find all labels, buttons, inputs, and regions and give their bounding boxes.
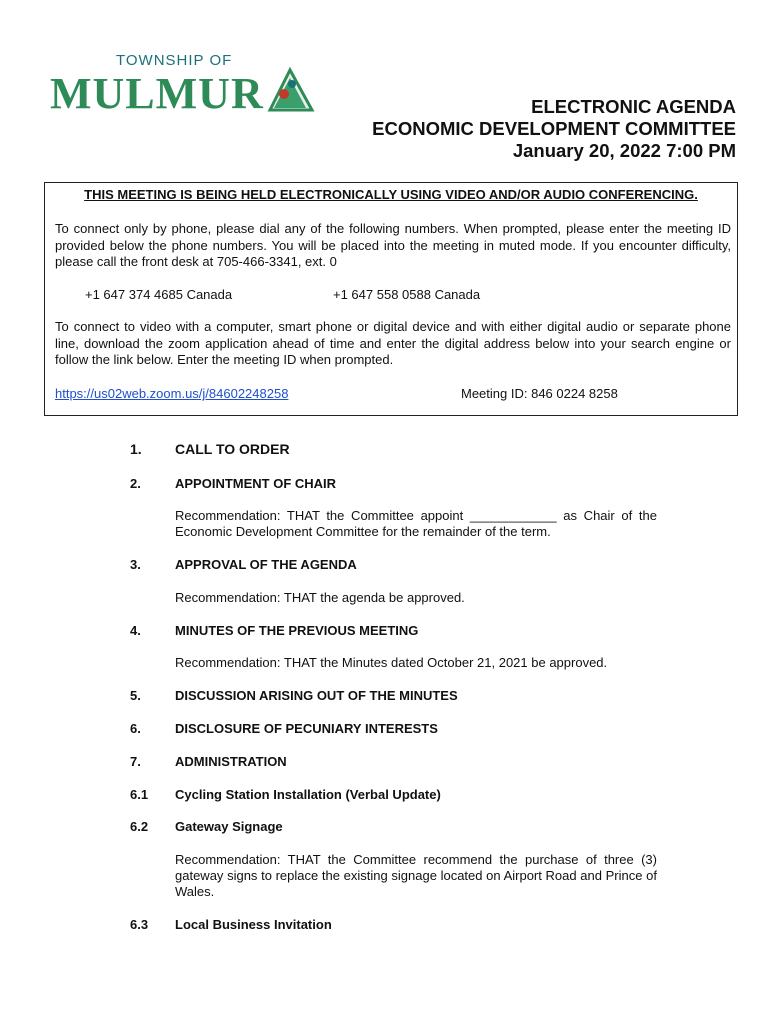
item-title: MINUTES OF THE PREVIOUS MEETING <box>175 623 419 638</box>
notice-title: THIS MEETING IS BEING HELD ELECTRONICALLY USING VIDEO AND/OR AUDIO CONFERENCING. <box>84 187 698 202</box>
item-number: 6.3 <box>130 917 149 932</box>
item-title: APPOINTMENT OF CHAIR <box>175 476 337 491</box>
item-recommendation: Recommendation: THAT the Minutes dated October 21, 2021 be approved. <box>175 655 608 670</box>
item-number: 1. <box>130 441 142 457</box>
item-number: 5. <box>130 688 141 703</box>
meeting-date: January 20, 2022 7:00 PM <box>512 140 736 161</box>
item-title: Local Business Invitation <box>175 917 332 932</box>
logo-top-text: TOWNSHIP OF <box>116 52 233 69</box>
item-recommendation: Recommendation: THAT the Committee recommend the purchase of three (3) gateway signs to replace the existing signage located on Airport Road and Prince of Wales. <box>175 852 657 899</box>
item-recommendation: Recommendation: THAT the Committee appoint ____________ as Chair of the Economic Development Committee for the remainder of the term. <box>175 508 657 539</box>
crest-icon <box>270 70 312 110</box>
meeting-id: Meeting ID: 846 0224 8258 <box>461 386 618 401</box>
zoom-link[interactable]: https://us02web.zoom.us/j/84602248258 <box>55 386 289 401</box>
phone-number-1: +1 647 374 4685 Canada <box>85 287 233 302</box>
phone-number-2: +1 647 558 0588 Canada <box>333 287 481 302</box>
item-number: 7. <box>130 754 141 769</box>
item-number: 2. <box>130 476 141 491</box>
item-number: 3. <box>130 557 141 572</box>
item-recommendation: Recommendation: THAT the agenda be approved. <box>175 590 465 605</box>
electronic-meeting-notice <box>44 182 738 416</box>
video-instructions: To connect to video with a computer, smart phone or digital device and with either digital audio or separate phone line, download the zoom application ahead of time and enter the digital address below into your search engine or follow the link below. Enter the meeting ID when prompted. <box>55 319 731 367</box>
item-number: 6. <box>130 721 141 736</box>
agenda-header <box>372 96 736 162</box>
phone-instructions: To connect only by phone, please dial any of the following numbers. When prompted, please enter the meeting ID provided below the phone numbers. You will be placed into the meeting in muted mode. If you encounter difficulty, please call the front desk at 705-466-3341, ext. 0 <box>55 221 731 269</box>
item-title: DISCLOSURE OF PECUNIARY INTERESTS <box>175 721 438 736</box>
item-number: 6.1 <box>130 787 149 802</box>
item-title: DISCUSSION ARISING OUT OF THE MINUTES <box>175 688 458 703</box>
township-logo <box>48 48 316 116</box>
item-title: CALL TO ORDER <box>175 441 290 457</box>
item-title: ADMINISTRATION <box>175 754 287 769</box>
item-number: 4. <box>130 623 141 638</box>
item-number: 6.2 <box>130 819 149 834</box>
item-title: Gateway Signage <box>175 819 283 834</box>
item-title: APPROVAL OF THE AGENDA <box>175 557 357 572</box>
item-title: Cycling Station Installation (Verbal Update) <box>175 787 441 802</box>
logo-main-text: MULMUR <box>50 69 264 116</box>
agenda-title: ELECTRONIC AGENDA <box>531 96 736 117</box>
committee-name: ECONOMIC DEVELOPMENT COMMITTEE <box>372 118 736 139</box>
